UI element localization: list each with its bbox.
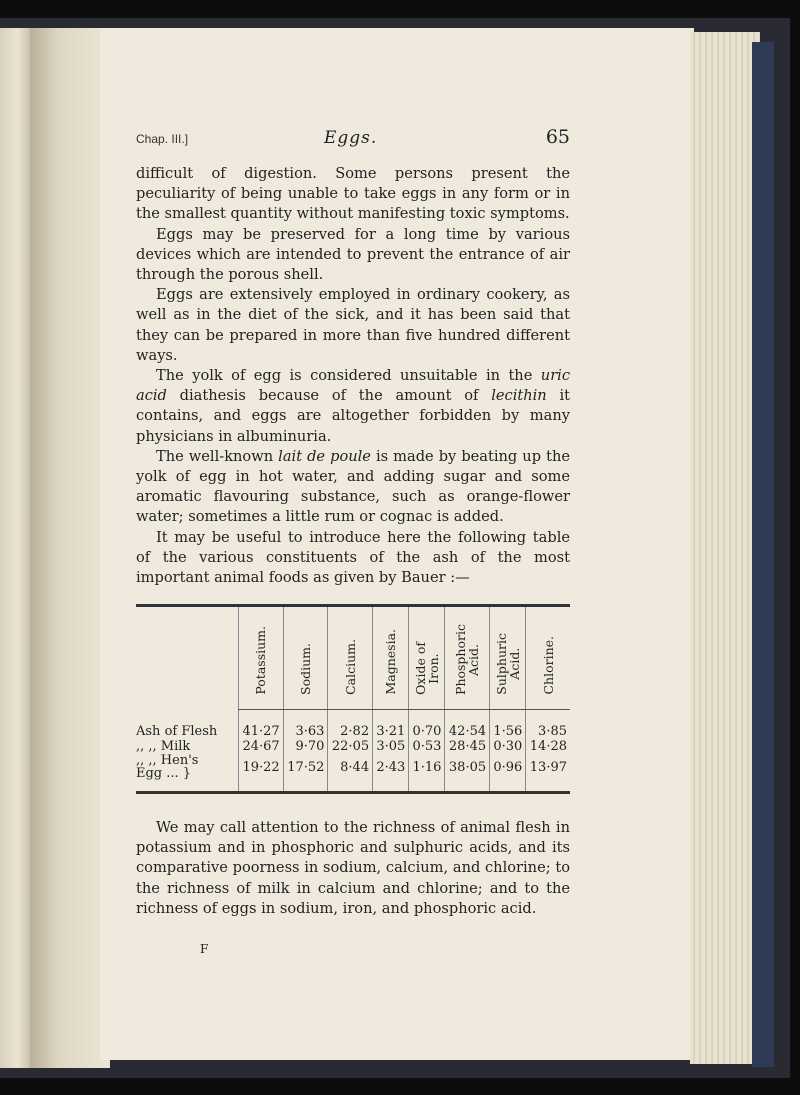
col-chlorine: Chlorine.: [540, 636, 556, 695]
paragraph-4-text-b: diathesis because of the amount of: [166, 387, 492, 405]
table-cell: 0·53: [409, 739, 445, 754]
col-magnesia: Magnesia.: [383, 629, 399, 695]
table-cell: 9·70: [283, 739, 328, 754]
table-cell: 0·96: [490, 754, 526, 791]
col-calcium: Calcium.: [342, 639, 358, 695]
table-cell: 24·67: [239, 739, 284, 754]
col-phosphoric-acid: Phosphoric Acid.: [453, 624, 482, 695]
paragraph-6: It may be useful to introduce here the following table of the various constituents of the ash of the most important animal foods as given by Bauer :—: [136, 528, 570, 587]
lait-de-poule-italic: lait de poule: [278, 447, 371, 465]
paragraph-5: [136, 447, 570, 528]
page-title: Eggs.: [324, 128, 378, 148]
table-cell: 0·70: [409, 710, 445, 740]
col-header: [239, 607, 284, 710]
paragraph-1: difficult of digestion. Some persons present the peculiarity of being unable to take eggs in any form or in the smallest quantity without manifesting toxic symptoms.: [136, 165, 570, 223]
ash-constituents-table: [136, 604, 570, 794]
table-cell: 28·45: [445, 739, 490, 754]
paragraph-2: Eggs may be preserved for a long time by various devices which are intended to prevent the entrance of air through the porous shell.: [136, 225, 570, 284]
row-label-stack: [136, 754, 198, 780]
table-cell: 3·85: [526, 710, 570, 740]
paragraph-5-text-b: is made by beating up the yolk of egg in hot water, and adding sugar and some aromatic flavouring substance, such as orange-flower water; sometimes a little rum or cognac is added.: [136, 447, 570, 526]
col-sulphuric-acid: Sulphuric Acid.: [493, 633, 522, 695]
col-header: [409, 607, 445, 710]
row-header-corner: [136, 607, 239, 710]
col-header: [328, 607, 373, 710]
table-cell: 2·43: [373, 754, 409, 791]
col-header: [283, 607, 328, 710]
table-cell: 41·27: [239, 710, 284, 740]
table-cell: 3·21: [373, 710, 409, 740]
table-bottom-rule: [136, 791, 570, 794]
book-gutter: [30, 28, 110, 1068]
paragraph-5-text-a: The well-known: [156, 447, 279, 465]
row-label: Ash of Flesh: [136, 723, 218, 739]
paragraph-3: Eggs are extensively employed in ordinary cookery, as well as in the diet of the sick, and it has been said that they can be prepared in more than five hundred different ways.: [136, 286, 570, 364]
table-row: [136, 739, 570, 754]
row-label: [136, 754, 239, 791]
col-oxide-of-iron: Oxide of Iron.: [412, 642, 441, 695]
col-potassium: Potassium.: [253, 626, 269, 695]
col-header: [490, 607, 526, 710]
table-cell: 3·63: [283, 710, 328, 740]
table-cell: 2·82: [328, 710, 373, 740]
table-cell: 1·56: [490, 710, 526, 740]
paragraph-4-text-c: it contains, and eggs are altogether forbidden by many physicians in albuminuria.: [136, 387, 571, 445]
col-header: [445, 607, 490, 710]
col-header: [373, 607, 409, 710]
signature-mark: F: [200, 942, 209, 956]
chapter-label: Chap. III.]: [136, 132, 189, 146]
table-cell: 3·05: [373, 739, 409, 754]
table-cell: 17·52: [283, 754, 328, 791]
col-sodium: Sodium.: [298, 643, 314, 695]
col-header: [526, 607, 570, 710]
row-label: ,, ,, Milk: [136, 739, 191, 754]
lecithin-italic: lecithin: [491, 387, 547, 405]
row-label-line-2: Egg ... }: [136, 766, 192, 781]
running-head: [136, 120, 570, 160]
table-cell: 42·54: [445, 710, 490, 740]
table-cell: 8·44: [328, 754, 373, 791]
uric-acid-italic: uric acid: [136, 367, 571, 405]
page-stack-edges: [690, 32, 760, 1064]
table-cell: 1·16: [409, 754, 445, 791]
previous-page-edge: [0, 28, 30, 1068]
book-cover-edge: [752, 42, 774, 1067]
table-header-row: [136, 607, 570, 710]
row-label-line-1: ,, ,, Hen's: [136, 753, 199, 768]
paragraph-4-text-a: The yolk of egg is considered unsuitable in the: [156, 367, 533, 385]
table-row: [136, 754, 570, 791]
table-cell: 0·30: [490, 739, 526, 754]
closing-text: [136, 818, 570, 919]
table-cell: 38·05: [445, 754, 490, 791]
table-cell: 22·05: [328, 739, 373, 754]
table-cell: 14·28: [526, 739, 570, 754]
table-row: [136, 710, 570, 740]
body-text: [136, 164, 570, 588]
closing-paragraph: We may call attention to the richness of animal flesh in potassium and in phosphoric and sulphuric acids, and its comparative poorness in sodium, calcium, and chlorine; to the richness of milk in calcium and chlorine; and to the richness of eggs in sodium, iron, and phosphoric acid.: [136, 819, 570, 917]
paragraph-4: [136, 366, 570, 447]
page-number: 65: [545, 126, 570, 148]
table-grid: [136, 607, 570, 791]
table-cell: 19·22: [239, 754, 284, 791]
table-cell: 13·97: [526, 754, 570, 791]
